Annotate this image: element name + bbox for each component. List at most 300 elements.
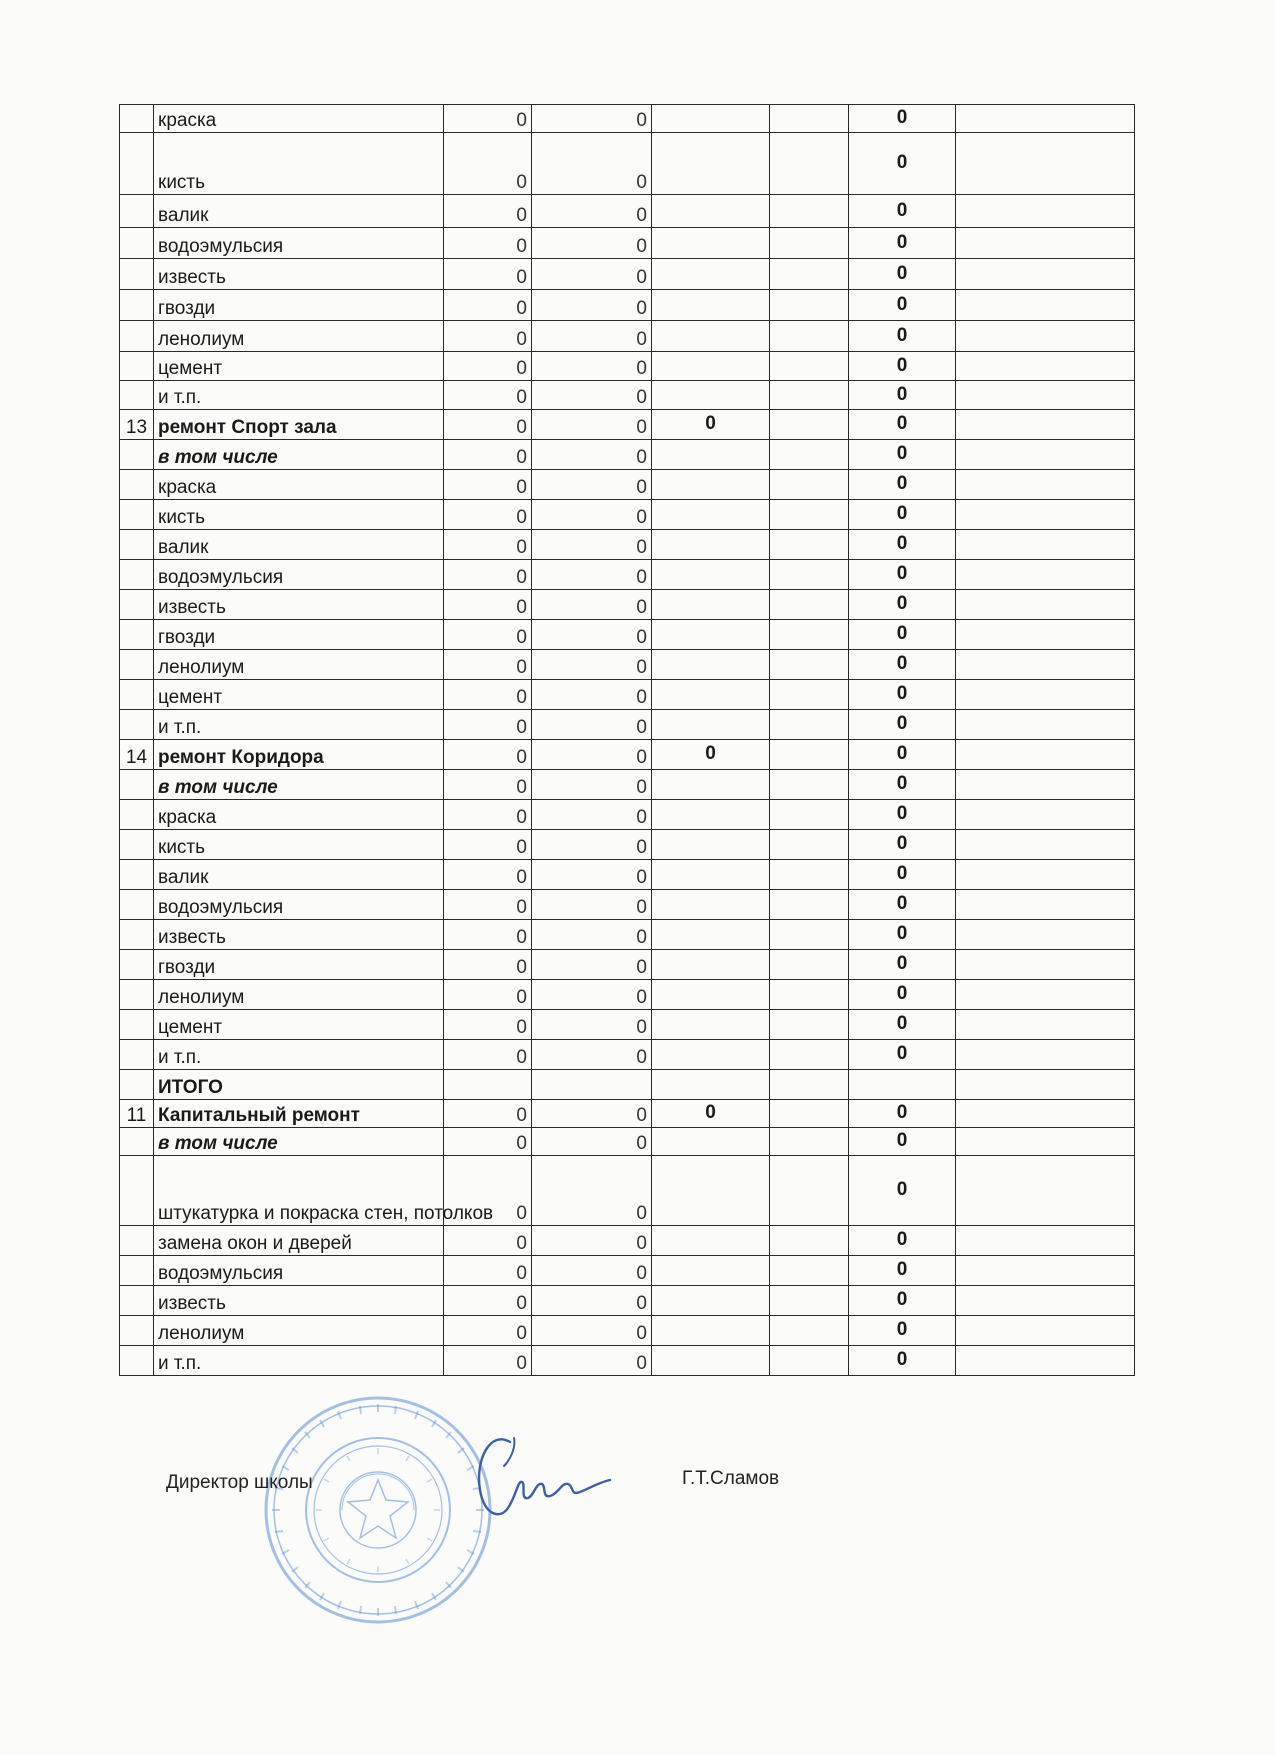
value-col-6	[956, 860, 1135, 890]
value-col-2: 0	[532, 1010, 652, 1040]
value-col-5: 0	[849, 710, 956, 740]
value-col-2: 0	[532, 650, 652, 680]
row-name: водоэмульсия	[154, 890, 444, 920]
row-name: ленолиум	[154, 980, 444, 1010]
value-col-6	[956, 1070, 1135, 1100]
table-row	[120, 1346, 1135, 1376]
value-col-6	[956, 800, 1135, 830]
value-col-5: 0	[849, 1346, 956, 1376]
value-col-4	[770, 352, 849, 381]
row-name: краска	[154, 470, 444, 500]
value-col-4	[770, 1256, 849, 1286]
value-col-1: 0	[444, 590, 532, 620]
value-col-4	[770, 1128, 849, 1156]
value-col-4	[770, 950, 849, 980]
row-name: ИТОГО	[154, 1070, 444, 1100]
value-col-4	[770, 530, 849, 560]
value-col-1: 0	[444, 133, 532, 195]
value-col-4	[770, 620, 849, 650]
row-number	[120, 1040, 154, 1070]
value-col-5: 0	[849, 560, 956, 590]
row-name: известь	[154, 1286, 444, 1316]
row-name: Капитальный ремонт	[154, 1100, 444, 1128]
value-col-2: 0	[532, 1156, 652, 1226]
row-number	[120, 1286, 154, 1316]
value-col-2: 0	[532, 920, 652, 950]
value-col-2: 0	[532, 530, 652, 560]
value-col-4	[770, 560, 849, 590]
value-col-3	[652, 830, 770, 860]
value-col-1: 0	[444, 1010, 532, 1040]
budget-table	[119, 104, 1135, 1376]
table-body	[120, 105, 1135, 1376]
table-row	[120, 352, 1135, 381]
value-col-1: 0	[444, 195, 532, 228]
value-col-4	[770, 590, 849, 620]
value-col-3: 0	[652, 740, 770, 770]
value-col-2	[532, 1070, 652, 1100]
value-col-4	[770, 1040, 849, 1070]
value-col-4	[770, 1100, 849, 1128]
value-col-6	[956, 710, 1135, 740]
table-row	[120, 980, 1135, 1010]
row-number	[120, 890, 154, 920]
value-col-5: 0	[849, 1286, 956, 1316]
value-col-1: 0	[444, 830, 532, 860]
value-col-2: 0	[532, 710, 652, 740]
value-col-4	[770, 980, 849, 1010]
value-col-4	[770, 410, 849, 440]
row-number	[120, 710, 154, 740]
value-col-4	[770, 381, 849, 410]
value-col-3	[652, 1226, 770, 1256]
value-col-3	[652, 259, 770, 290]
value-col-5: 0	[849, 290, 956, 321]
row-number	[120, 105, 154, 133]
value-col-6	[956, 830, 1135, 860]
row-name: гвозди	[154, 950, 444, 980]
value-col-3	[652, 590, 770, 620]
value-col-5: 0	[849, 530, 956, 560]
value-col-1: 0	[444, 410, 532, 440]
row-name: кисть	[154, 830, 444, 860]
table-row	[120, 800, 1135, 830]
row-number	[120, 259, 154, 290]
value-col-4	[770, 800, 849, 830]
value-col-4	[770, 680, 849, 710]
value-col-1	[444, 1070, 532, 1100]
value-col-6	[956, 105, 1135, 133]
value-col-4	[770, 500, 849, 530]
row-number	[120, 860, 154, 890]
value-col-5: 0	[849, 410, 956, 440]
value-col-6	[956, 410, 1135, 440]
row-number	[120, 830, 154, 860]
value-col-5: 0	[849, 740, 956, 770]
table-row	[120, 1156, 1135, 1226]
value-col-5: 0	[849, 800, 956, 830]
value-col-6	[956, 321, 1135, 352]
value-col-3	[652, 620, 770, 650]
table-row	[120, 410, 1135, 440]
value-col-2: 0	[532, 105, 652, 133]
value-col-2: 0	[532, 228, 652, 259]
value-col-6	[956, 381, 1135, 410]
table-row	[120, 710, 1135, 740]
row-number	[120, 680, 154, 710]
value-col-4	[770, 195, 849, 228]
row-name: кисть	[154, 133, 444, 195]
value-col-2: 0	[532, 470, 652, 500]
table-row	[120, 770, 1135, 800]
row-name: и т.п.	[154, 710, 444, 740]
row-number	[120, 980, 154, 1010]
row-number	[120, 800, 154, 830]
table-row	[120, 530, 1135, 560]
value-col-5: 0	[849, 680, 956, 710]
value-col-3	[652, 228, 770, 259]
row-name: валик	[154, 860, 444, 890]
row-number	[120, 470, 154, 500]
value-col-2: 0	[532, 980, 652, 1010]
row-number: 13	[120, 410, 154, 440]
row-number	[120, 590, 154, 620]
value-col-6	[956, 530, 1135, 560]
value-col-1: 0	[444, 1040, 532, 1070]
row-name: цемент	[154, 680, 444, 710]
value-col-3	[652, 1316, 770, 1346]
value-col-2: 0	[532, 830, 652, 860]
value-col-5: 0	[849, 1040, 956, 1070]
value-col-4	[770, 133, 849, 195]
value-col-1: 0	[444, 770, 532, 800]
row-number	[120, 560, 154, 590]
row-number	[120, 440, 154, 470]
value-col-3	[652, 1010, 770, 1040]
value-col-1: 0	[444, 890, 532, 920]
value-col-2: 0	[532, 800, 652, 830]
value-col-6	[956, 980, 1135, 1010]
row-number	[120, 290, 154, 321]
table-row	[120, 650, 1135, 680]
table-row	[120, 620, 1135, 650]
row-number	[120, 1346, 154, 1376]
director-label: Директор школы	[166, 1472, 313, 1493]
value-col-3	[652, 1156, 770, 1226]
table-row	[120, 470, 1135, 500]
value-col-3	[652, 381, 770, 410]
row-number	[120, 1010, 154, 1040]
value-col-1: 0	[444, 500, 532, 530]
table-row	[120, 950, 1135, 980]
value-col-1: 0	[444, 1286, 532, 1316]
value-col-5: 0	[849, 950, 956, 980]
value-col-6	[956, 1316, 1135, 1346]
official-seal-icon	[258, 1390, 498, 1630]
value-col-1: 0	[444, 1316, 532, 1346]
row-number	[120, 195, 154, 228]
value-col-4	[770, 890, 849, 920]
value-col-4	[770, 1070, 849, 1100]
value-col-5: 0	[849, 228, 956, 259]
row-number	[120, 381, 154, 410]
value-col-5: 0	[849, 890, 956, 920]
row-name: известь	[154, 920, 444, 950]
table-row	[120, 1286, 1135, 1316]
value-col-5: 0	[849, 650, 956, 680]
row-name: цемент	[154, 1010, 444, 1040]
row-number	[120, 1256, 154, 1286]
row-name: ленолиум	[154, 650, 444, 680]
value-col-4	[770, 920, 849, 950]
value-col-6	[956, 1256, 1135, 1286]
value-col-2: 0	[532, 1346, 652, 1376]
value-col-1: 0	[444, 980, 532, 1010]
row-number	[120, 770, 154, 800]
signature-icon	[470, 1420, 620, 1530]
value-col-6	[956, 650, 1135, 680]
value-col-6	[956, 950, 1135, 980]
value-col-3	[652, 710, 770, 740]
value-col-2: 0	[532, 133, 652, 195]
table-row	[120, 1010, 1135, 1040]
table-row	[120, 381, 1135, 410]
value-col-3	[652, 1346, 770, 1376]
row-name: гвозди	[154, 290, 444, 321]
row-name: цемент	[154, 352, 444, 381]
value-col-5: 0	[849, 590, 956, 620]
row-name: водоэмульсия	[154, 560, 444, 590]
value-col-1: 0	[444, 290, 532, 321]
value-col-2: 0	[532, 890, 652, 920]
row-number	[120, 228, 154, 259]
value-col-6	[956, 590, 1135, 620]
value-col-6	[956, 352, 1135, 381]
value-col-4	[770, 1226, 849, 1256]
value-col-4	[770, 860, 849, 890]
value-col-3	[652, 352, 770, 381]
value-col-2: 0	[532, 1316, 652, 1346]
value-col-4	[770, 770, 849, 800]
table-row	[120, 830, 1135, 860]
row-name: ремонт Коридора	[154, 740, 444, 770]
table-row	[120, 290, 1135, 321]
value-col-5: 0	[849, 1156, 956, 1226]
table-row	[120, 1256, 1135, 1286]
value-col-6	[956, 770, 1135, 800]
value-col-3	[652, 1256, 770, 1286]
row-name: ремонт Спорт зала	[154, 410, 444, 440]
value-col-5: 0	[849, 920, 956, 950]
value-col-2: 0	[532, 1040, 652, 1070]
value-col-3	[652, 890, 770, 920]
row-number	[120, 352, 154, 381]
value-col-6	[956, 470, 1135, 500]
value-col-6	[956, 259, 1135, 290]
value-col-1: 0	[444, 680, 532, 710]
value-col-6	[956, 740, 1135, 770]
table-row	[120, 228, 1135, 259]
row-name: ленолиум	[154, 321, 444, 352]
value-col-5: 0	[849, 352, 956, 381]
value-col-5: 0	[849, 830, 956, 860]
value-col-3	[652, 500, 770, 530]
value-col-3	[652, 1286, 770, 1316]
value-col-3	[652, 470, 770, 500]
row-name: в том числе	[154, 770, 444, 800]
row-number	[120, 1128, 154, 1156]
value-col-2: 0	[532, 381, 652, 410]
value-col-2: 0	[532, 620, 652, 650]
value-col-6	[956, 920, 1135, 950]
row-name: водоэмульсия	[154, 1256, 444, 1286]
value-col-6	[956, 1128, 1135, 1156]
table-row	[120, 740, 1135, 770]
value-col-1: 0	[444, 650, 532, 680]
value-col-4	[770, 1346, 849, 1376]
value-col-1: 0	[444, 352, 532, 381]
row-name: и т.п.	[154, 1346, 444, 1376]
director-name: Г.Т.Сламов	[682, 1468, 780, 1489]
table-row	[120, 440, 1135, 470]
row-name: водоэмульсия	[154, 228, 444, 259]
value-col-3	[652, 920, 770, 950]
row-number	[120, 620, 154, 650]
row-name: валик	[154, 530, 444, 560]
value-col-1: 0	[444, 440, 532, 470]
value-col-6	[956, 680, 1135, 710]
value-col-5: 0	[849, 1256, 956, 1286]
value-col-4	[770, 1316, 849, 1346]
value-col-6	[956, 1346, 1135, 1376]
value-col-5: 0	[849, 133, 956, 195]
value-col-4	[770, 228, 849, 259]
value-col-1: 0	[444, 470, 532, 500]
value-col-3	[652, 560, 770, 590]
value-col-3	[652, 133, 770, 195]
value-col-2: 0	[532, 410, 652, 440]
value-col-2: 0	[532, 321, 652, 352]
value-col-3	[652, 1040, 770, 1070]
value-col-2: 0	[532, 500, 652, 530]
value-col-2: 0	[532, 590, 652, 620]
row-name: валик	[154, 195, 444, 228]
table-row	[120, 680, 1135, 710]
value-col-3	[652, 195, 770, 228]
value-col-3: 0	[652, 1100, 770, 1128]
value-col-1: 0	[444, 710, 532, 740]
table-row	[120, 195, 1135, 228]
value-col-2: 0	[532, 352, 652, 381]
value-col-2: 0	[532, 1286, 652, 1316]
value-col-1: 0	[444, 800, 532, 830]
value-col-2: 0	[532, 860, 652, 890]
value-col-5: 0	[849, 470, 956, 500]
value-col-3	[652, 105, 770, 133]
value-col-1: 0	[444, 1346, 532, 1376]
value-col-5: 0	[849, 1128, 956, 1156]
value-col-1: 0	[444, 920, 532, 950]
value-col-5: 0	[849, 500, 956, 530]
value-col-3	[652, 860, 770, 890]
row-number	[120, 321, 154, 352]
value-col-6	[956, 890, 1135, 920]
table-row	[120, 133, 1135, 195]
value-col-2: 0	[532, 740, 652, 770]
table-row	[120, 1128, 1135, 1156]
row-name: в том числе	[154, 440, 444, 470]
value-col-3	[652, 980, 770, 1010]
value-col-2: 0	[532, 290, 652, 321]
table-row	[120, 560, 1135, 590]
value-col-2: 0	[532, 1128, 652, 1156]
table-row	[120, 1100, 1135, 1128]
row-name: кисть	[154, 500, 444, 530]
table-row	[120, 890, 1135, 920]
table-row	[120, 1226, 1135, 1256]
table-row	[120, 1070, 1135, 1100]
value-col-4	[770, 470, 849, 500]
value-col-6	[956, 228, 1135, 259]
value-col-1: 0	[444, 381, 532, 410]
value-col-2: 0	[532, 1226, 652, 1256]
value-col-5: 0	[849, 440, 956, 470]
value-col-4	[770, 105, 849, 133]
value-col-3	[652, 440, 770, 470]
value-col-2: 0	[532, 195, 652, 228]
value-col-2: 0	[532, 560, 652, 590]
value-col-2: 0	[532, 1100, 652, 1128]
value-col-2: 0	[532, 440, 652, 470]
value-col-1: 0	[444, 1128, 532, 1156]
value-col-3	[652, 800, 770, 830]
value-col-1: 0	[444, 321, 532, 352]
table-row	[120, 860, 1135, 890]
row-name: и т.п.	[154, 381, 444, 410]
row-number	[120, 950, 154, 980]
row-number	[120, 530, 154, 560]
value-col-4	[770, 650, 849, 680]
value-col-6	[956, 1156, 1135, 1226]
value-col-1: 0	[444, 1256, 532, 1286]
value-col-6	[956, 620, 1135, 650]
value-col-2: 0	[532, 950, 652, 980]
row-number: 14	[120, 740, 154, 770]
row-name: известь	[154, 590, 444, 620]
value-col-6	[956, 1286, 1135, 1316]
value-col-4	[770, 1286, 849, 1316]
value-col-6	[956, 1226, 1135, 1256]
value-col-5: 0	[849, 381, 956, 410]
value-col-5: 0	[849, 1316, 956, 1346]
row-name: в том числе	[154, 1128, 444, 1156]
value-col-1: 0	[444, 1156, 532, 1226]
table-row	[120, 590, 1135, 620]
value-col-1: 0	[444, 560, 532, 590]
value-col-1: 0	[444, 105, 532, 133]
value-col-3	[652, 650, 770, 680]
value-col-6	[956, 1010, 1135, 1040]
row-number	[120, 1070, 154, 1100]
value-col-4	[770, 290, 849, 321]
value-col-1: 0	[444, 1100, 532, 1128]
value-col-2: 0	[532, 680, 652, 710]
signature-block	[0, 1380, 1275, 1640]
value-col-5	[849, 1070, 956, 1100]
value-col-6	[956, 440, 1135, 470]
value-col-6	[956, 1040, 1135, 1070]
value-col-5: 0	[849, 1100, 956, 1128]
